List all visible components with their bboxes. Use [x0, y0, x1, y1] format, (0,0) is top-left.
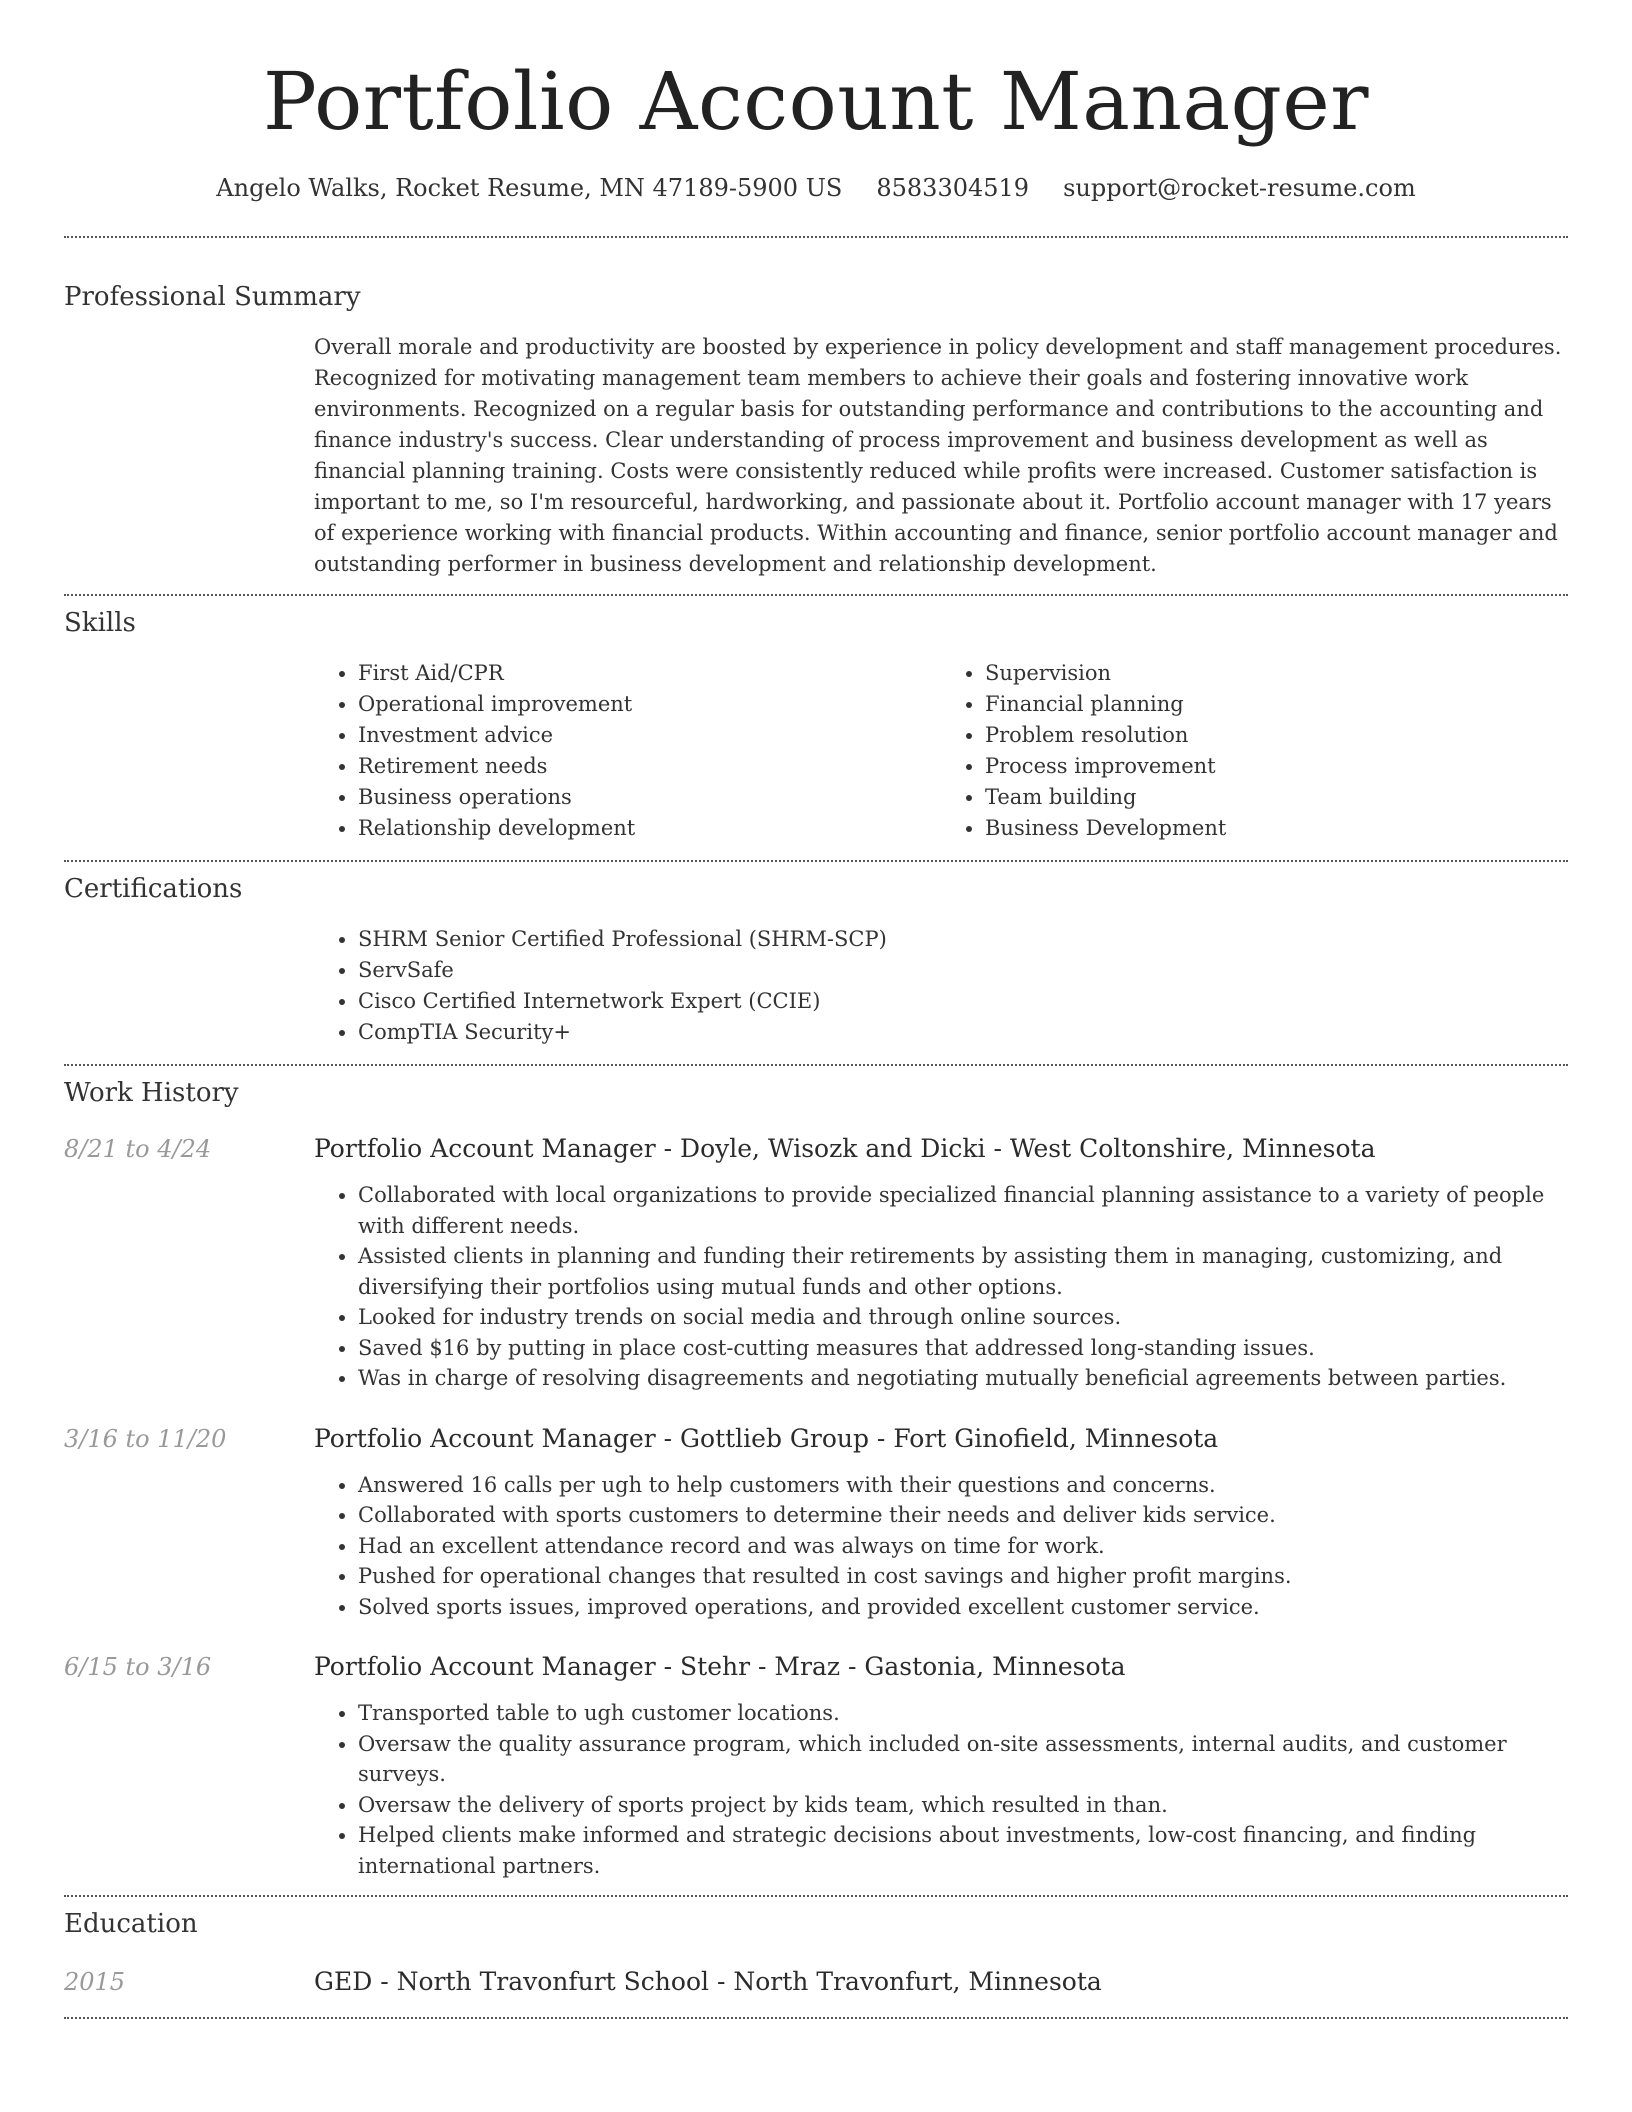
skill-item: • Operational improvement: [358, 689, 941, 720]
skill-item: • Relationship development: [358, 813, 941, 844]
job-bullets: [314, 1470, 1568, 1623]
job-bullets: [314, 1180, 1568, 1394]
summary-text: Overall morale and productivity are boosted by experience in policy development and staff management procedures. Recognized for motivating management team members to achieve their goals and fostering innovative work environments. Recognized on a regular basis for outstanding performance and contributions to the accounting and finance industry's success. Clear understanding of process improvement and business development as well as financial planning training. Costs were consistently reduced while profits were increased. Customer satisfaction is important to me, so I'm resourceful, hardworking, and passionate about it. Portfolio account manager with 17 years of experience working with financial products. Within accounting and finance, senior portfolio account manager and outstanding performer in business development and relationship development.: [314, 335, 1562, 576]
job-bullet: • Saved $16 by putting in place cost-cutting measures that addressed long-standing issues.: [358, 1333, 1568, 1364]
certification-item: • SHRM Senior Certified Professional (SHRM-SCP): [358, 924, 1568, 955]
job-heading: Portfolio Account Manager - Doyle, Wisozk and Dicki - West Coltonshire, Minnesota: [314, 1134, 1376, 1163]
skill-item: • Business operations: [358, 782, 941, 813]
certifications-list: [314, 924, 1568, 1048]
education-divider: [64, 2017, 1568, 2019]
job-bullet: • Solved sports issues, improved operations, and provided excellent customer service.: [358, 1592, 1568, 1623]
job-dates: 8/21 to 4/24: [64, 1135, 212, 1163]
job-bullet: • Looked for industry trends on social media and through online sources.: [358, 1302, 1568, 1333]
job-bullet: • Collaborated with local organizations to provide specialized financial planning assistance to a variety of people with different needs.: [358, 1180, 1568, 1241]
resume-name: Portfolio Account Manager: [263, 55, 1369, 148]
certifications-section: [64, 862, 1568, 1064]
job-entry: [64, 1132, 1568, 1394]
skill-item: • Financial planning: [985, 689, 1568, 720]
contact-address: Angelo Walks, Rocket Resume, MN 47189-5900 US: [216, 174, 843, 202]
job-bullet: • Oversaw the quality assurance program, which included on-site assessments, internal audits, and customer surveys.: [358, 1729, 1568, 1790]
job-bullet: • Assisted clients in planning and funding their retirements by assisting them in managing, customizing, and diversifying their portfolios using mutual funds and other options.: [358, 1241, 1568, 1302]
skills-title: Skills: [64, 608, 136, 638]
job-entry: [64, 1650, 1568, 1881]
certifications-title: Certifications: [64, 874, 243, 904]
resume-header: [0, 0, 1632, 202]
job-entry: [64, 1422, 1568, 1623]
job-heading: Portfolio Account Manager - Gottlieb Group - Fort Ginofield, Minnesota: [314, 1423, 1219, 1453]
job-bullet: • Oversaw the delivery of sports project by kids team, which resulted in than.: [358, 1790, 1568, 1821]
certification-item: • Cisco Certified Internetwork Expert (CCIE): [358, 986, 1568, 1017]
skill-item: • Process improvement: [985, 751, 1568, 782]
skill-item: • Team building: [985, 782, 1568, 813]
job-bullet: • Was in charge of resolving disagreements and negotiating mutually beneficial agreements between parties.: [358, 1363, 1568, 1394]
skills-list-left: [314, 658, 941, 844]
skill-item: • Problem resolution: [985, 720, 1568, 751]
contact-line: [0, 174, 1632, 202]
job-dates: 6/15 to 3/16: [64, 1653, 212, 1681]
contact-email: support@rocket-resume.com: [1063, 174, 1416, 202]
work-history-title: Work History: [64, 1078, 239, 1108]
skill-item: • Retirement needs: [358, 751, 941, 782]
skill-item: • First Aid/CPR: [358, 658, 941, 689]
summary-section: [64, 238, 1568, 594]
skill-item: • Supervision: [985, 658, 1568, 689]
job-bullet: • Had an excellent attendance record and was always on time for work.: [358, 1531, 1568, 1562]
job-dates: 3/16 to 11/20: [64, 1424, 227, 1453]
job-bullet: • Pushed for operational changes that resulted in cost savings and higher profit margins.: [358, 1561, 1568, 1592]
contact-phone: 8583304519: [876, 174, 1030, 202]
job-bullet: • Transported table to ugh customer locations.: [358, 1698, 1568, 1729]
work-history-section: [64, 1066, 1568, 1895]
summary-title: Professional Summary: [64, 282, 361, 312]
education-heading: GED - North Travonfurt School - North Travonfurt, Minnesota: [314, 1967, 1102, 1996]
certification-item: • CompTIA Security+: [358, 1017, 1568, 1048]
skills-list-right: [941, 658, 1568, 844]
education-date: 2015: [64, 1968, 126, 1996]
skill-item: • Business Development: [985, 813, 1568, 844]
job-bullet: • Answered 16 calls per ugh to help customers with their questions and concerns.: [358, 1470, 1568, 1501]
certification-item: • ServSafe: [358, 955, 1568, 986]
job-bullets: [314, 1698, 1568, 1881]
skill-item: • Investment advice: [358, 720, 941, 751]
job-bullet: • Collaborated with sports customers to determine their needs and deliver kids service.: [358, 1500, 1568, 1531]
education-title: Education: [64, 1909, 198, 1939]
job-heading: Portfolio Account Manager - Stehr - Mraz - Gastonia, Minnesota: [314, 1652, 1126, 1681]
education-section: [64, 1897, 1568, 2017]
job-bullet: • Helped clients make informed and strategic decisions about investments, low-cost financing, and finding international partners.: [358, 1820, 1568, 1881]
skills-section: [64, 596, 1568, 860]
